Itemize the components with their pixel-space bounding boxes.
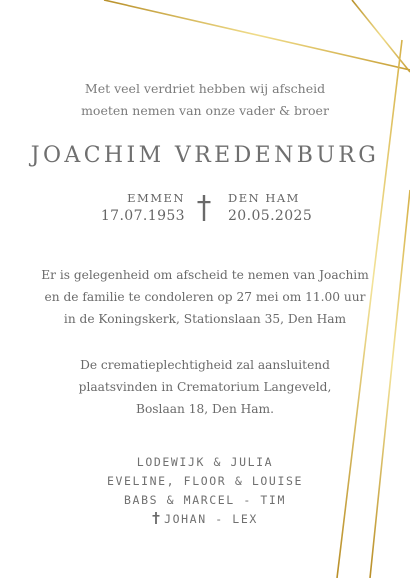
cremation-line-2: plaatsvinden in Crematorium Langeveld, (78, 380, 332, 394)
gold-line-top-left (104, 0, 410, 70)
intro-line-1: Met veel verdriet hebben wij afscheid (84, 81, 326, 96)
birth-date: 17.07.1953 (100, 208, 185, 224)
family-line-2: EVELINE, FLOOR & LOUISE (106, 474, 304, 488)
family-names (0, 453, 410, 529)
family-line-4-wrap (0, 510, 410, 529)
cross-icon (196, 195, 212, 221)
service-line-1: Er is gelegenheid om afscheid te nemen van Joachim (41, 268, 369, 282)
death-place: DEN HAM (228, 191, 300, 205)
cremation-line-3: Boslaan 18, Den Ham. (136, 402, 274, 416)
birth-place: EMMEN (127, 191, 185, 205)
death-info (228, 190, 338, 226)
family-line-4: JOHAN - LEX (164, 512, 258, 526)
gold-line-top-right (352, 0, 410, 72)
family-line-1: LODEWIJK & JULIA (136, 455, 274, 469)
service-text (0, 264, 410, 330)
cremation-text (0, 354, 410, 420)
family-line-3: BABS & MARCEL - TIM (124, 493, 286, 507)
cremation-line-1: De crematieplechtigheid zal aansluitend (80, 358, 330, 372)
birth-info (90, 190, 185, 226)
death-date: 20.05.2025 (228, 208, 313, 224)
intro-text (0, 78, 410, 122)
intro-line-2: moeten nemen van onze vader & broer (81, 103, 329, 118)
service-line-2: en de familie te condoleren op 27 mei om 11.00 uur (44, 290, 366, 304)
small-cross-icon (152, 512, 160, 524)
service-line-3: in de Koningskerk, Stationslaan 35, Den Ham (63, 312, 347, 326)
deceased-name: JOACHIM VREDENBURG (30, 143, 380, 168)
